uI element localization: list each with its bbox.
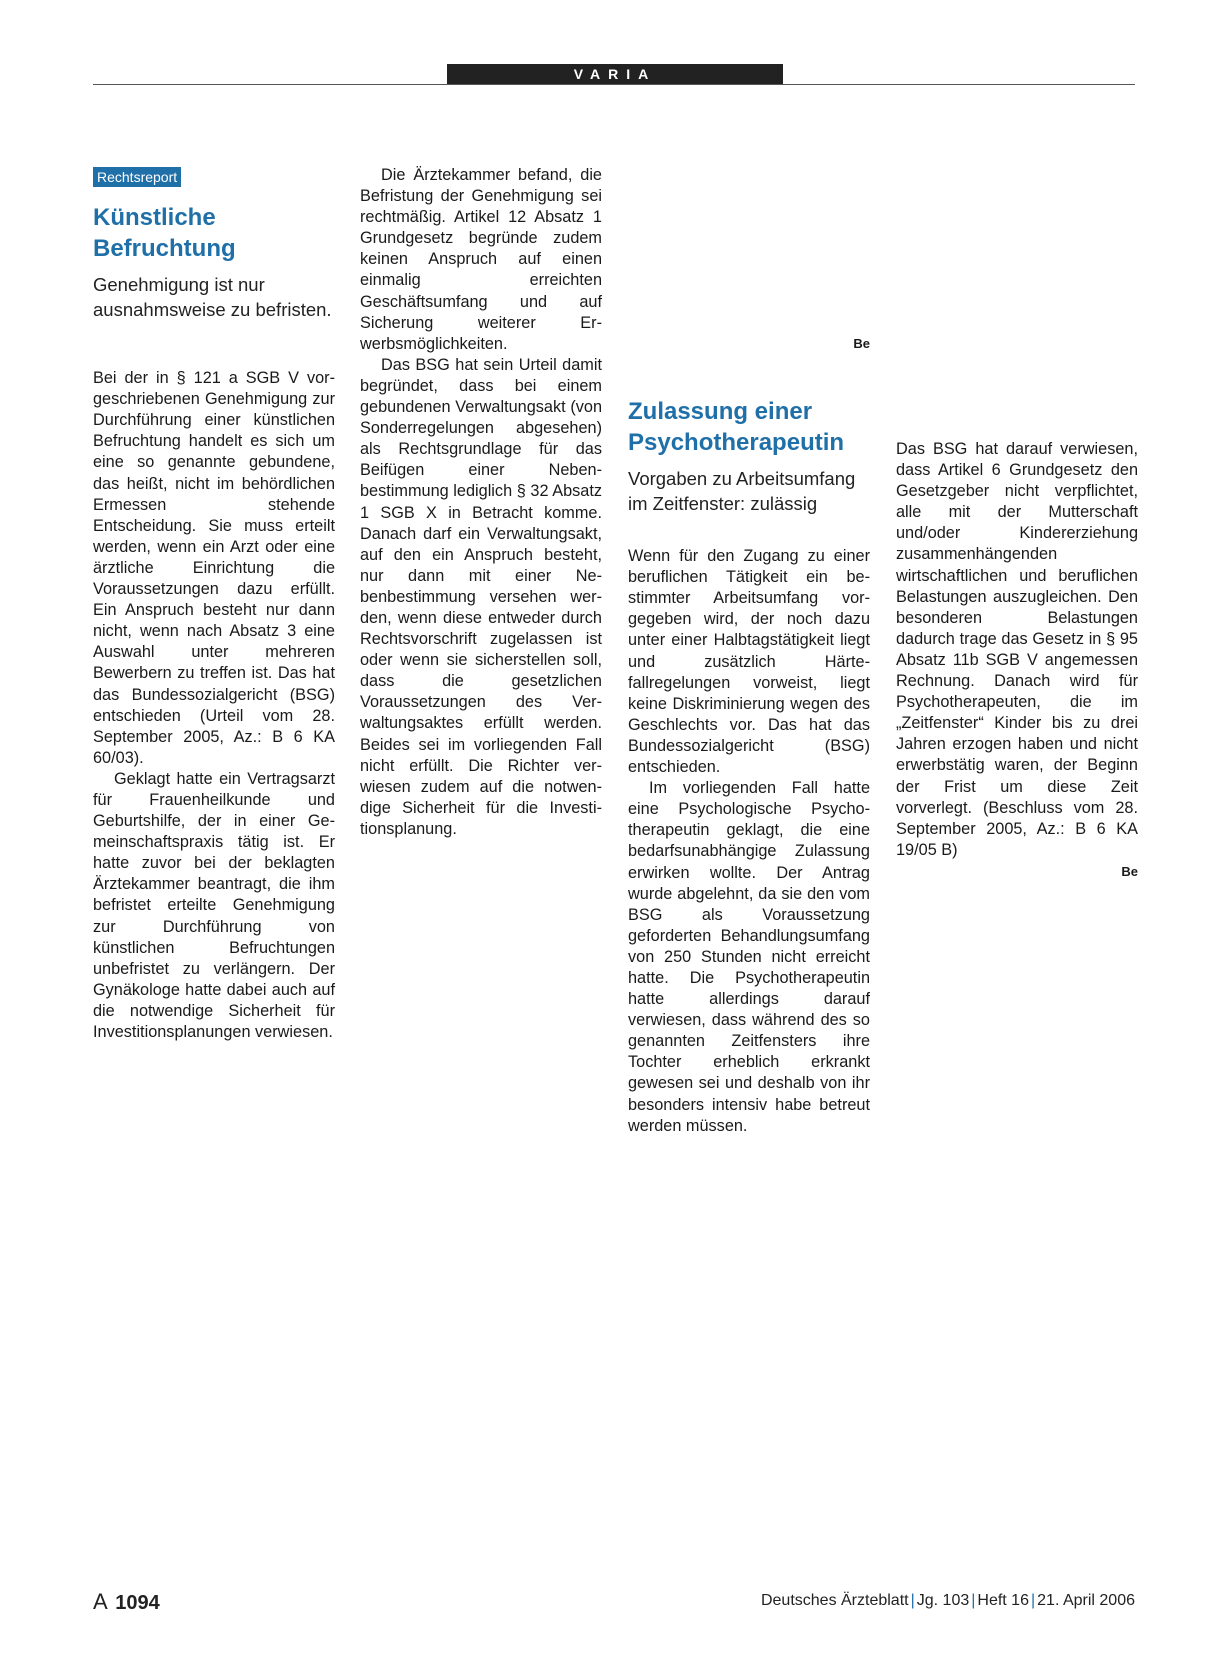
article-1-subtitle: Genehmigung ist nur ausnahmsweise zu befristen. [93, 274, 332, 321]
article-2-title: Zulassung einer Psychotherapeutin [628, 398, 845, 457]
column-1 [93, 165, 335, 1043]
section-label: VARIA [447, 64, 783, 84]
header-rule [93, 84, 1135, 85]
page-number [93, 1589, 160, 1615]
article-1-paragraph-4: Das BSG hat sein Urteil damit begründet, dass bei einem gebundenen Verwaltungsakt (von Sonderregelungen abgesehen) als Rechtsgrundlage für das Beifügen einer Nebenbestimmung lediglich § 32 Absatz 1 SGB X in Betracht komme. Danach darf ein Verwaltungsakt, auf den ein Anspruch besteht, nur dann mit einer Nebenbestimmung versehen werden, wenn diese entweder durch Rechtsvorschrift zugelassen ist oder wenn sie sicherstellen soll, dass die gesetzlichen Voraussetzungen des Verwaltungsaktes erfüllt werden. Beides sei im vorliegenden Fall nicht erfüllt. Die Richter verwiesen zudem auf die notwendige Sicherheit für die Investitionsplanung. [360, 355, 602, 838]
article-2-signature: Be [1121, 863, 1138, 879]
article-2-paragraph-3: Das BSG hat darauf verwiesen, dass Artikel 6 Grundgesetz den Gesetzgeber nicht verpflichtet, alle mit der Mutterschaft und/oder Kindererziehung zusammenhängenden wirtschaftlichen und beruflichen Belastungen auszugleichen. Den besonderen Belastungen dadurch trage das Gesetz in § 95 Absatz 11b SGB V angemessen Rechnung. Danach wird für Psychotherapeuten, die im „Zeitfenster“ Kinder bis zu drei Jahren erzogen haben und nicht erwerbstätig waren, der Beginn der Frist um diese Zeit vorverlegt. (Beschluss vom 28. September 2005, Az.: B 6 KA 19/05 B) [896, 440, 1138, 859]
article-2-subtitle: Vorgaben zu Arbeitsumfang im Zeitfenster: zulässig [628, 468, 856, 515]
column-2 [360, 165, 602, 840]
article-1-paragraph-3: Die Ärztekammer befand, die Befristung der Genehmigung sei rechtmäßig. Artikel 12 Absatz 1 Grundgesetz begründe zudem keinen Anspruch auf einen einmalig erreichten Geschäftsumfang und auf Sicherung weiterer Erwerbsmöglichkeiten. [360, 166, 602, 353]
article-2-paragraph-1: Wenn für den Zugang zu einer beruflichen Tätigkeit ein bestimmter Arbeitsumfang vorgegeben wird, der noch dazu unter einer Halbtagstätigkeit liegt und zusätzlich Härtefallregelungen vorweist, liegt keine Diskriminierung wegen des Geschlechts vor. Das hat das Bundessozialgericht (BSG) entschieden. [628, 547, 870, 777]
footer-citation: Deutsches Ärzteblatt | Jg. 103 | Heft 16 | 21. April 2006 [760, 1592, 1135, 1609]
column-4 [896, 165, 1138, 882]
column-3 [628, 165, 870, 1137]
journal-date: 21. April 2006 [1037, 1592, 1135, 1609]
page-number-value: 1094 [115, 1592, 160, 1614]
article-1-title: Künstliche Befruchtung [93, 204, 236, 263]
journal-name: Deutsches Ärzteblatt [760, 1592, 909, 1609]
rubric-badge: Rechtsreport [93, 167, 181, 187]
article-2-paragraph-2: Im vorliegenden Fall hatte eine Psychologische Psychotherapeutin geklagt, die eine bedarfsunabhängige Zulassung erwirken wollte. Der Antrag wurde abgelehnt, da sie den vom BSG als Voraussetzung geforderten Behandlungsumfang von 250 Stunden nicht erreicht hatte. Die Psychotherapeutin hatte allerdings darauf verwiesen, dass während des so genannten Zeitfensters ihre Tochter erheblich erkrankt gewesen sei und deshalb von ihr besonders intensiv habe betreut werden müssen. [628, 779, 870, 1135]
article-1-paragraph-1: Bei der in § 121 a SGB V vorgeschriebenen Genehmigung zur Durchführung einer künstlichen Befruchtung handelt es sich um eine so genannte gebundene, das heißt, nicht im behördlichen Ermessen stehende Entscheidung. Sie muss erteilt werden, wenn ein Arzt oder eine ärztliche Einrichtung die Voraussetzungen dazu erfüllt. Ein Anspruch besteht nur dann nicht, wenn nach Absatz 3 eine Auswahl unter mehreren Bewerbern zu treffen ist. Das hat das Bundessozialgericht (BSG) entschieden (Urteil vom 28. September 2005, Az.: B 6 KA 60/03). [93, 369, 335, 767]
article-1-signature: Be [853, 336, 870, 351]
article-1-paragraph-2: Geklagt hatte ein Vertragsarzt für Frauenheilkunde und Geburtshilfe, der in einer Gemeinschaftspraxis tätig ist. Er hatte zuvor bei der beklagten Ärztekammer beantragt, die ihm befristet erteilte Genehmigung zur Durchführung von künstlichen Befruchtungen unbefristet zu verlängern. Der Gynäkologe hatte dabei auch auf die notwendige Sicherheit für Investitionsplanungen verwiesen. [93, 769, 335, 1041]
journal-volume: Jg. 103 [916, 1592, 970, 1609]
journal-issue: Heft 16 [977, 1592, 1029, 1609]
page-prefix: A [93, 1589, 108, 1614]
